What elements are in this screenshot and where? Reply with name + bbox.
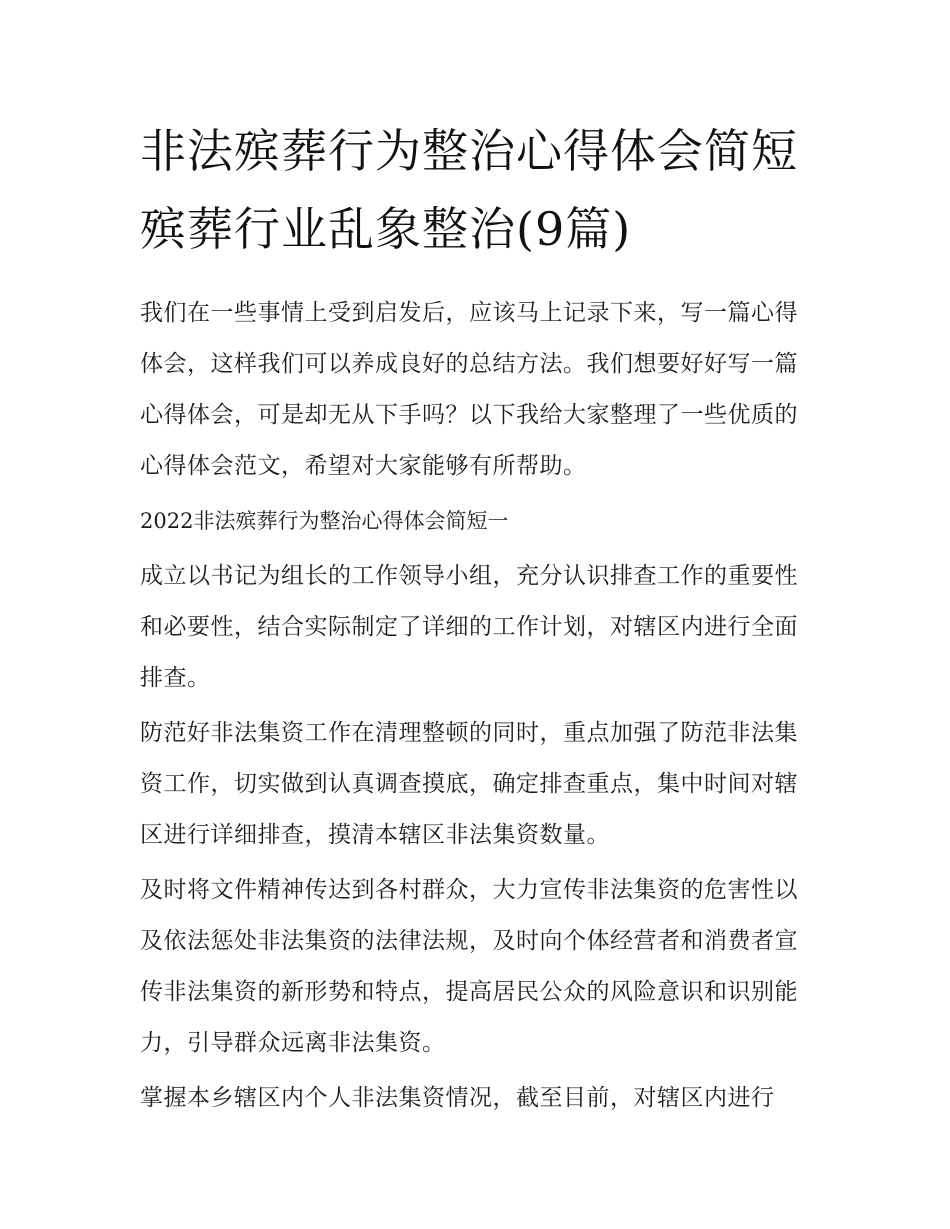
intro-paragraph: 我们在一些事情上受到启发后，应该马上记录下来，写一篇心得体会，这样我们可以养成良好的总结方法。我们想要好好写一篇心得体会，可是却无从下手吗？以下我给大家整理了一些优质的心得体会范文，希望对大家能够有所帮助。	[140, 300, 798, 479]
document-body	[140, 112, 816, 1128]
body-paragraph: 掌握本乡辖区内个人非法集资情况，截至目前，对辖区内进行	[140, 1085, 775, 1111]
body-paragraph: 防范好非法集资工作在清理整顿的同时，重点加强了防范非法集资工作，切实做到认真调查摸底，确定排查重点，集中时间对辖区进行详细排查，摸清本辖区非法集资数量。	[140, 720, 798, 848]
body-paragraph: 成立以书记为组长的工作领导小组，充分认识排查工作的重要性和必要性，结合实际制定了详细的工作计划，对辖区内进行全面排查。	[140, 563, 798, 691]
section-heading: 2022非法殡葬行为整治心得体会简短一	[140, 509, 509, 533]
body-paragraph: 及时将文件精神传达到各村群众，大力宣传非法集资的危害性以及依法惩处非法集资的法律法规，及时向个体经营者和消费者宣传非法集资的新形势和特点，提高居民公众的风险意识和识别能力，引导群众远离非法集资。	[140, 877, 798, 1056]
document-title: 非法殡葬行为整治心得体会简短 殡葬行业乱象整治(9篇)	[140, 124, 798, 256]
